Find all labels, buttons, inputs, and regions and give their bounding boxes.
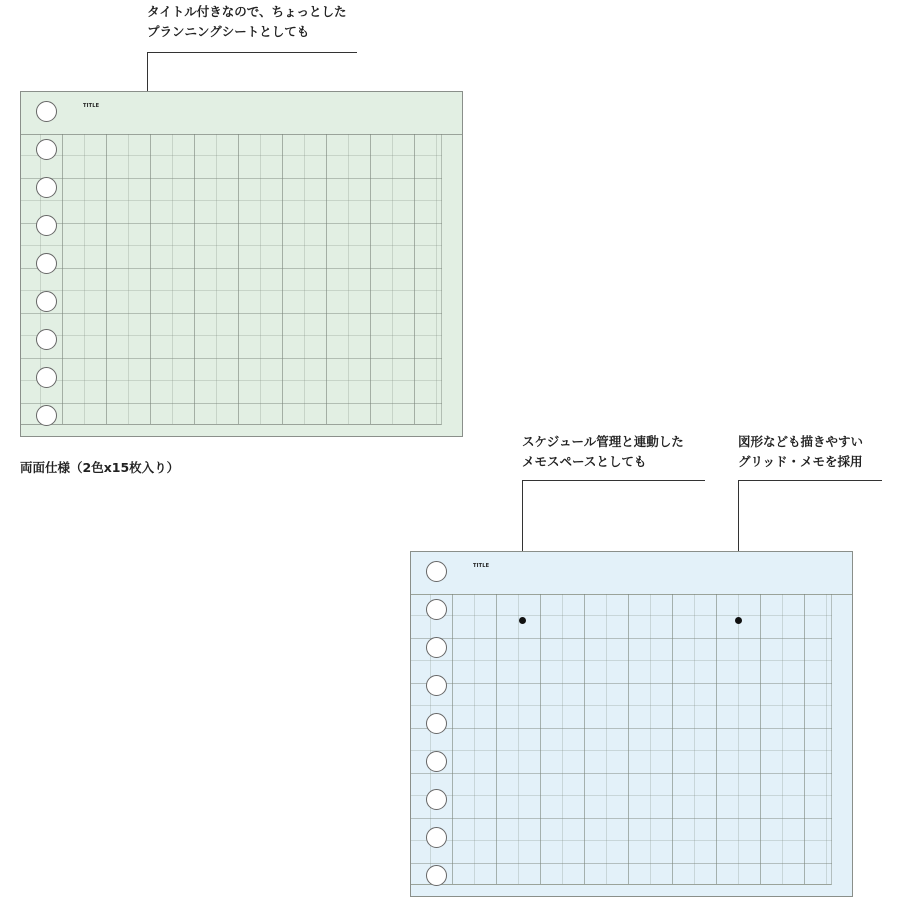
callout-title-note: [147, 2, 347, 42]
leader-line: [738, 480, 882, 481]
binder-hole: [426, 865, 447, 886]
binder-hole: [36, 101, 57, 122]
caption: 両面仕様（2色x15枚入り）: [20, 460, 180, 475]
binder-hole: [36, 177, 57, 198]
binder-hole: [426, 713, 447, 734]
binder-hole: [426, 789, 447, 810]
callout-line-1: タイトル付きなので、ちょっとした: [147, 4, 347, 19]
grid-area: [411, 594, 832, 885]
callout-line-2: グリッド・メモを採用: [738, 454, 863, 469]
binder-hole: [36, 139, 57, 160]
binder-hole: [36, 367, 57, 388]
callout-schedule-note: [522, 432, 684, 472]
title-band: [411, 552, 852, 595]
leader-line: [147, 52, 357, 53]
callout-line-1: 図形なども描きやすい: [738, 434, 864, 449]
binder-hole: [426, 561, 447, 582]
binder-hole: [426, 751, 447, 772]
leader-line: [522, 480, 705, 481]
callout-line-2: メモスペースとしても: [522, 454, 647, 469]
binder-hole: [36, 291, 57, 312]
title-label: TITLE: [473, 563, 490, 569]
callout-line-1: スケジュール管理と連動した: [522, 434, 684, 449]
binder-hole: [36, 329, 57, 350]
callout-grid-note: [738, 432, 863, 472]
callout-line-2: プランニングシートとしても: [147, 24, 310, 39]
binder-hole: [426, 599, 447, 620]
binder-hole: [426, 675, 447, 696]
binder-hole: [426, 637, 447, 658]
title-band: [21, 92, 462, 135]
leader-dot: [735, 617, 742, 624]
blue-memo-sheet: [410, 551, 853, 897]
binder-hole: [426, 827, 447, 848]
leader-dot: [519, 617, 526, 624]
grid-area: [21, 134, 442, 425]
binder-hole: [36, 405, 57, 426]
binder-hole: [36, 215, 57, 236]
title-label: TITLE: [83, 103, 100, 109]
binder-hole: [36, 253, 57, 274]
green-memo-sheet: [20, 91, 463, 437]
